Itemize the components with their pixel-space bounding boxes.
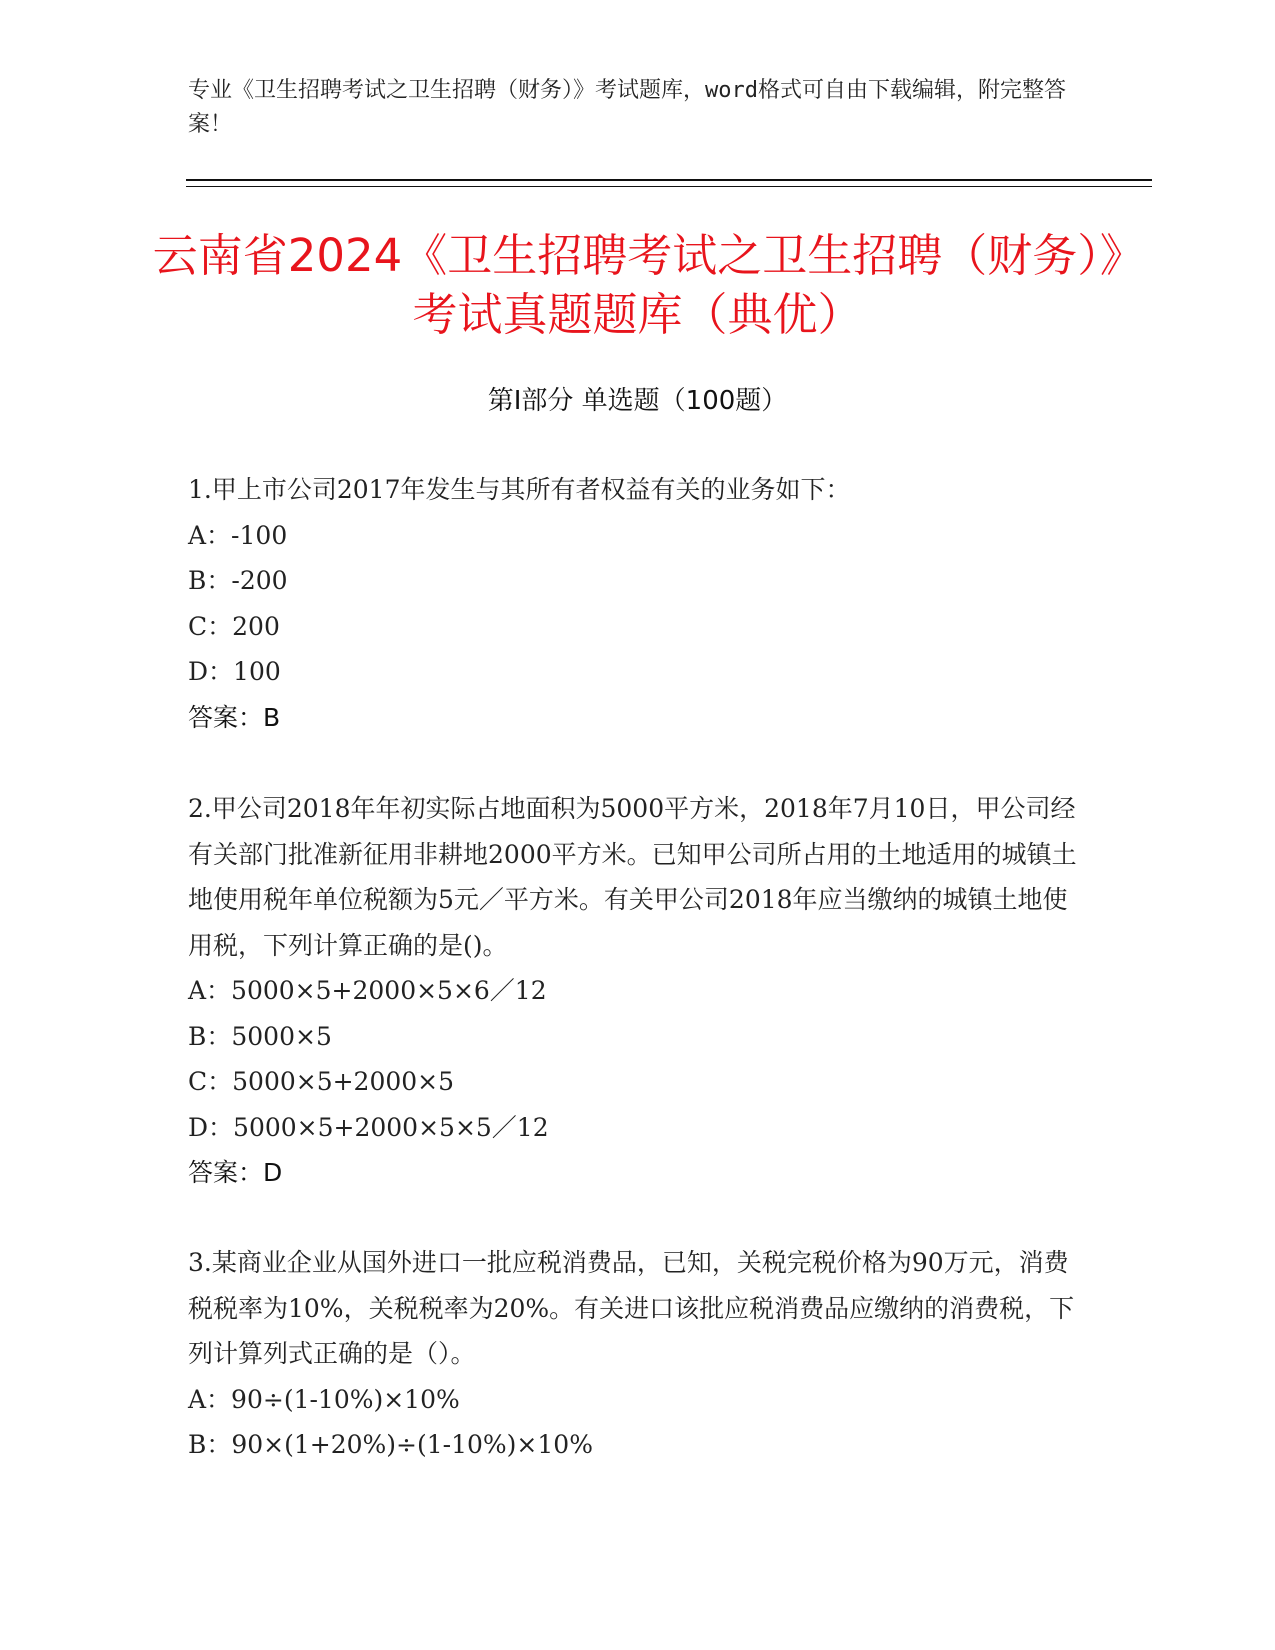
question-2 — [188, 786, 1078, 1196]
option-a: A：5000×5+2000×5×6／12 — [188, 976, 547, 1005]
section-title: 第Ⅰ部分 单选题（100题） — [487, 386, 788, 416]
option-c: C：200 — [188, 611, 280, 641]
question-3 — [188, 1240, 1078, 1468]
option-b: B：90×(1+20%)÷(1-10%)×10% — [188, 1430, 593, 1459]
option-b: B：-200 — [188, 566, 288, 595]
question-stem: 3.某商业企业从国外进口一批应税消费品，已知，关税完税价格为90万元，消费税税率为10%，关税税率为20%。有关进口该批应税消费品应缴纳的消费税，下列计算列式正确的是（）。 — [188, 1248, 1075, 1368]
header-divider-thin — [186, 186, 1152, 187]
option-b: B：5000×5 — [188, 1021, 332, 1051]
question-1 — [188, 467, 1078, 740]
question-stem: 2.甲公司2018年年初实际占地面积为5000平方米，2018年7月10日，甲公司经有关部门批准新征用非耕地2000平方米。已知甲公司所占用的土地适用的城镇土地使用税年单位税额为5元／平方米。有关甲公司2018年应当缴纳的城镇土地使用税，下列计算正确的是()。 — [188, 794, 1077, 960]
answer: 答案：D — [188, 1158, 283, 1187]
document-title: 云南省2024《卫生招聘考试之卫生招聘（财务）》考试真题题库（典优） — [152, 229, 1123, 341]
option-d: D：5000×5+2000×5×5／12 — [188, 1112, 549, 1142]
question-stem: 1.甲上市公司2017年发生与其所有者权益有关的业务如下： — [188, 475, 851, 504]
option-a: A：-100 — [188, 520, 288, 550]
header-divider-thick — [186, 179, 1152, 181]
answer: 答案：B — [188, 702, 281, 732]
option-a: A：90÷(1-10%)×10% — [188, 1384, 460, 1414]
header-note: 专业《卫生招聘考试之卫生招聘（财务）》考试题库，word格式可自由下载编辑，附完整答案！ — [188, 78, 1066, 137]
option-d: D：100 — [188, 657, 281, 686]
option-c: C：5000×5+2000×5 — [188, 1067, 455, 1096]
